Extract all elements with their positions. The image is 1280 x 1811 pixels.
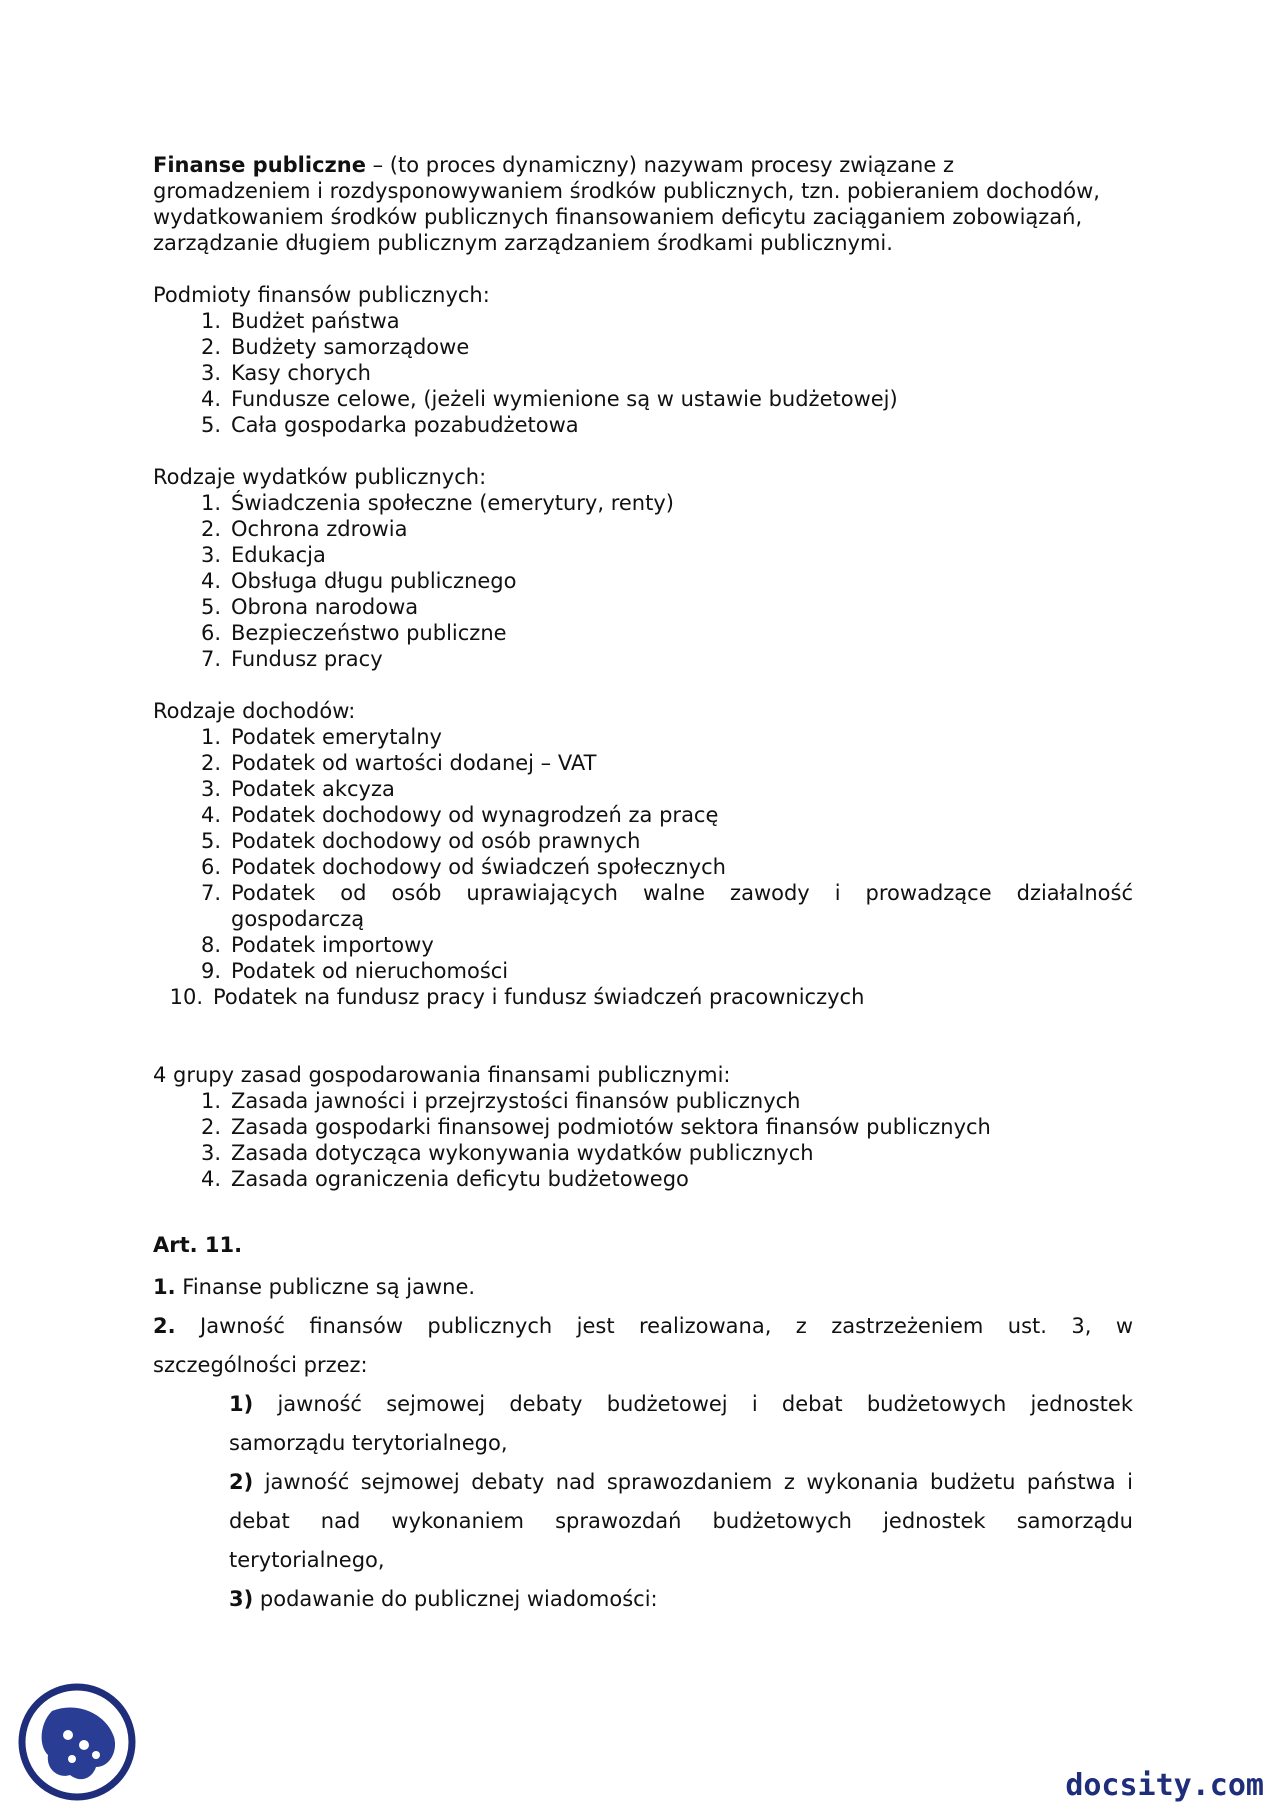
list-item: 3. Podatek akcyza: [200, 777, 395, 801]
subpoint: 1) jawność sejmowej debaty budżetowej i debat budżetowych jednostek: [229, 1392, 1133, 1416]
list-item: 10. Podatek na fundusz pracy i fundusz świadczeń pracowniczych: [169, 985, 865, 1009]
list-item: 2. Budżety samorządowe: [200, 335, 470, 359]
list-item: 8. Podatek importowy: [200, 933, 434, 957]
article-paragraph: 2. Jawność finansów publicznych jest realizowana, z zastrzeżeniem ust. 3, w: [153, 1314, 1133, 1338]
list-item: 3. Zasada dotycząca wykonywania wydatków publicznych: [200, 1141, 814, 1165]
section-heading: Rodzaje dochodów:: [153, 699, 356, 723]
list-item: 4. Podatek dochodowy od wynagrodzeń za pracę: [200, 803, 719, 827]
subpoint-cont: samorządu terytorialnego,: [229, 1431, 508, 1455]
list-item: 1. Świadczenia społeczne (emerytury, renty): [200, 491, 674, 515]
article-subpoints: [153, 1385, 1133, 1619]
list-item: 9. Podatek od nieruchomości: [200, 959, 509, 983]
article-paragraph: 1. Finanse publiczne są jawne.: [153, 1275, 476, 1299]
list-item: 6. Podatek dochodowy od świadczeń społecznych: [200, 855, 726, 879]
list-item: 1. Budżet państwa: [200, 309, 400, 333]
intro-line: zarządzanie długiem publicznym zarządzaniem środkami publicznymi.: [153, 231, 893, 255]
intro-line: – (to proces dynamiczny) nazywam procesy związane z: [365, 153, 954, 177]
list-item: 3. Kasy chorych: [200, 361, 371, 385]
subpoint-cont: terytorialnego,: [229, 1548, 385, 1572]
dochody-list: [153, 724, 1133, 1010]
section-heading: 4 grupy zasad gospodarowania finansami publicznymi:: [153, 1063, 731, 1087]
intro-paragraph: [153, 152, 1133, 178]
docsity-logo-icon: [18, 1683, 136, 1801]
article-11: [153, 1232, 1133, 1619]
docsity-logo-icon[interactable]: [18, 1683, 136, 1801]
subpoint: 3) podawanie do publicznej wiadomości:: [229, 1587, 658, 1611]
list-item: 4. Fundusze celowe, (jeżeli wymienione są w ustawie budżetowej): [200, 387, 898, 411]
list-item: 2. Zasada gospodarki finansowej podmiotów sektora finansów publicznych: [200, 1115, 991, 1139]
brand-watermark[interactable]: docsity.com: [1065, 1768, 1264, 1803]
wydatki-list: [153, 490, 1133, 672]
article-paragraph-cont: szczególności przez:: [153, 1353, 368, 1377]
list-item: 2. Ochrona zdrowia: [200, 517, 408, 541]
list-item: 6. Bezpieczeństwo publiczne: [200, 621, 507, 645]
subpoint-cont: debat nad wykonaniem sprawozdań budżetowych jednostek samorządu: [229, 1509, 1133, 1533]
list-item: 4. Obsługa długu publicznego: [200, 569, 517, 593]
list-item: 4. Zasada ograniczenia deficytu budżetowego: [200, 1167, 689, 1191]
intro-line: gromadzeniem i rozdysponowywaniem środków publicznych, tzn. pobieraniem dochodów,: [153, 179, 1100, 203]
list-item: 5. Podatek dochodowy od osób prawnych: [200, 829, 641, 853]
article-title: Art. 11.: [153, 1233, 243, 1257]
list-item: 5. Cała gospodarka pozabudżetowa: [200, 413, 579, 437]
list-item: 2. Podatek od wartości dodanej – VAT: [200, 751, 597, 775]
list-item: 5. Obrona narodowa: [200, 595, 419, 619]
document-page: [153, 152, 1133, 1619]
list-item: 1. Zasada jawności i przejrzystości finansów publicznych: [200, 1089, 801, 1113]
intro-term: Finanse publiczne: [153, 153, 366, 177]
list-item: 3. Edukacja: [200, 543, 326, 567]
list-item: 7. Fundusz pracy: [200, 647, 383, 671]
subpoint: 2) jawność sejmowej debaty nad sprawozdaniem z wykonania budżetu państwa i: [229, 1470, 1133, 1494]
podmioty-list: [153, 308, 1133, 438]
intro-line: wydatkowaniem środków publicznych finansowaniem deficytu zaciąganiem zobowiązań,: [153, 205, 1083, 229]
section-heading: Rodzaje wydatków publicznych:: [153, 465, 487, 489]
list-item: 1. Podatek emerytalny: [200, 725, 442, 749]
list-item: 7. Podatek od osób uprawiających walne zawody i prowadzące działalność gospodarczą: [200, 881, 1133, 931]
section-heading: Podmioty finansów publicznych:: [153, 283, 490, 307]
zasady-list: [153, 1088, 1133, 1192]
